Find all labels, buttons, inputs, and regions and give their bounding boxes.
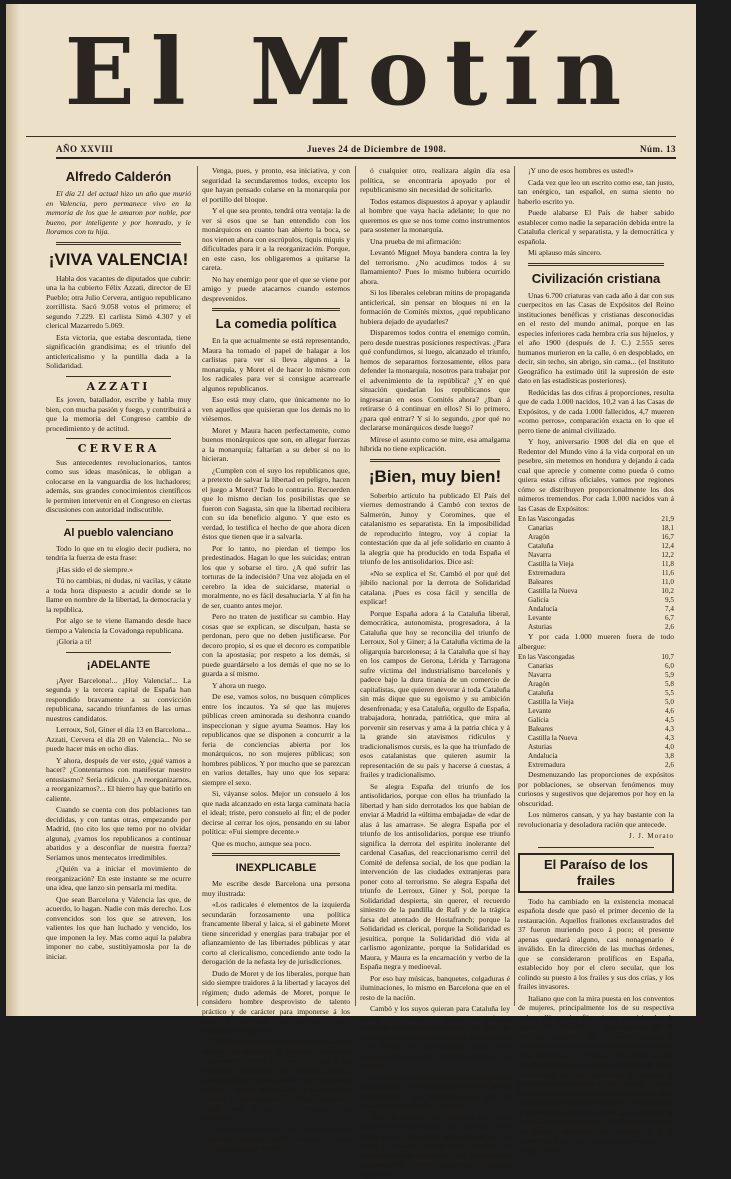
divider: [66, 652, 171, 653]
article-paragraph: Y hoy, aniversario 1908 del día en que el Redentor del Mundo vino á la vida corporal en un pesebre, sin metemos en hondura y dejando á cada cual que aprecie y comente como pueda ó como quiera estas cifras oficiales, vamos por regiones cómo se distribuyen proporcionalmente los dos números tremendos. Por cada 1.000 nacidos van á las Casas de Expósitos:: [518, 437, 674, 513]
article-paragraph: «No se explica el Sr. Cambó el por qué del júbilo nacional por la derrota de Solidaridad catalana. ¡Pues es cosa fácil y sencilla de explicar!: [360, 569, 510, 607]
article-paragraph: Sus antecedentes revolucionarios, tantos como sus ideas masónicas, le obligan a colocarse en la vanguardia de los luchadores; además, sus grandes conocimientos científicos le permiten intervenir en el Congreso en ciertas discusiones con autoridad indiscutible.: [46, 458, 191, 515]
article-paragraph: Lerroux, Sol, Giner el día 13 en Barcelona... Azzati, Cervera el día 20 en Valencia... No se puede hacer más en ocho días.: [46, 725, 191, 754]
stats-row: Navarra 12,2: [518, 551, 674, 560]
article-title-azzati: AZZATI: [46, 382, 191, 392]
article-paragraph: Cuando se cuenta con dos poblaciones tan decididas, y con tantas otras, empezando por Madrid, (no cito los que temo por no olvidar alguna), ¿vamos los republicanos a continuar abatidos y a desconfiar de nuestra fuerza? Seríamos unos mentecatos irredimibles.: [46, 805, 191, 862]
divider: [528, 263, 664, 266]
article-paragraph: Y el que sea pronto, tendrá otra ventaja: la de ver si esos que se han entendido con los monárquicos en cuanto han abierto la boca, se nos vienen ahora con escrúpulos, tiquis miquis y dificultades para ir a la reorganización. Porque, en este caso, los obligaremos a quitarse la careta.: [202, 206, 350, 273]
divider: [212, 853, 340, 856]
stats-row: Extremadura 11,6: [518, 569, 674, 578]
article-title-viva-valencia: ¡VIVA VALENCIA!: [46, 250, 191, 270]
column-rule: [197, 166, 198, 1006]
article-paragraph: Así tiene de extraño que todos los españoles batan palmas, se regocijen con el triunfo de los antisolidarios y que estrechamente el grito de ¡Viva España! al de viva Lerroux!: [360, 1073, 510, 1111]
issue-date: Jueves 24 de Diciembre de 1908.: [307, 144, 446, 154]
article-paragraph: ¿Cumplen con el suyo los republicanos que, a pretexto de salvar la libertad en peligro, hacen el juego a Moret? Todo lo contrario. Recuerden que lo mismo decían los posibilistas que se fueron con Sagasta, sin que la libertad recibiera con su ida beneficio alguno. Y que esto es verdad, lo testifica el hecho de que ahora dicen éstos que tienen que ir a salvarla.: [202, 466, 350, 542]
stats-row: Navarra 5,9: [518, 671, 674, 680]
stats-row: Levante 6,7: [518, 614, 674, 623]
article-paragraph: Disparemos todos contra el enemigo común, pero desde nuestras posiciones respectivas. ¿Para qué confundirnos, si luego, alcanzado el triunfo, hemos de separarnos forzosamente, ellos para defender la monarquía, nosotros para trabajar por el advenimiento de la república? ¿Y en qué situación quedarían los republicanos que ingresaran en esos Comités ahora? ¿Iban á retirarse ó á continuar en ellos? Si lo primero, ¿para qué entrar? Y si lo segundo, ¿por qué no declararse monárquicos desde luego?: [360, 328, 510, 433]
article-paragraph: Moret y Maura hacen perfectamente, como buenos monárquicos que son, en allegar fuerzas a la monarquía; faltarían a su deber si no lo hicieran.: [202, 426, 350, 464]
stats-table-deaths: [518, 653, 674, 770]
article-paragraph: ¡Y uno de esos hombres es usted!»: [518, 166, 674, 176]
stats-row: Aragón 5,8: [518, 680, 674, 689]
article-title-civilizacion-cristiana: Civilización cristiana: [518, 271, 674, 287]
article-paragraph: ¡Has sido el de siempre.»: [46, 565, 191, 575]
column-1: [46, 166, 191, 1006]
newspaper-page: [6, 4, 696, 1016]
column-4: [518, 166, 674, 1006]
divider: [66, 520, 171, 521]
article-paragraph: Desmenuzando las proporciones de expósitos por poblaciones, se observan fenómenos muy curiosos y sugestivos que dejaremos por hoy en la obscuridad.: [518, 770, 674, 808]
stats-row: Asturias 4,0: [518, 743, 674, 752]
issue-line: [56, 144, 676, 159]
article-paragraph: Por eso hay músicas, banquetes, colgaduras é iluminaciones, lo mismo en Barcelona que en el resto de la nación.: [360, 974, 510, 1003]
author-signature: J. J. Morato: [518, 832, 674, 842]
stats-table-exposed: [518, 515, 674, 632]
stats-row: Andalucía 3,8: [518, 752, 674, 761]
stats-row: Castilla la Vieja 11,8: [518, 560, 674, 569]
stats-row: Aragón 16,7: [518, 533, 674, 542]
article-paragraph: Dudo de Moret y de los liberales, porque han sido siempre traidores á la libertad y lacayos del régimen; dudo además de Moret, porque le considero hombre desprovisto de talento práctico y de carácter para imponerse á los suyos y emprender una valerosa acción francamente progresiva.: [202, 969, 350, 1036]
stats-row: Castilla la Nueva 10,2: [518, 587, 674, 596]
article-paragraph: Porque España adora á la Cataluña liberal, democrática, autonomista, progresadora, á la Cataluña que hoy se reconcilia del triunfo de Lerroux, Sol y Giner; á la Cataluña víctima de la oligarquía barcelonesa; á la Cataluña que sí hay en los campos de Gerona, Lérida y Tarragona sufre víctima del industrialismo barcelonés y padece bajo la dura tiranía de un comercio de capitalistas, que quieren devorar á toda Cataluña sin más dique que su egoísmo y su ambición desenfrenada; y esa Cataluña, orgullo de España, trabajadora, honrada, patriótica, que mira al porvenir sin reservas y ama á la patria chica y á la grande sin atavismos ridículos y tradicionalismos cursis, es la que ha triunfado de esos catalanistas que quieren asumir la representación de su país y hacerse á cuestas, á frailes y tradicionalismo.: [360, 609, 510, 780]
article-paragraph: Si Moret tuviera las cualidades personales de Maura, para aplicarlas en favor de una acción intensamente liberal, se llevaría de calle á los elementos progresivos de Cataluña entera, habría acabado definitivamente con el problema catalán, y tendría en Cataluña el más decidido baluarte de la defensa de la política progresiva. Tenga usted de esto la convicción más absoluta.»: [202, 1037, 350, 1123]
column-rule: [355, 166, 356, 1006]
stats-row: Extremadura 2,6: [518, 761, 674, 770]
stats-row: Castilla la Vieja 5,0: [518, 698, 674, 707]
article-paragraph: No puedo apreciar bien, por carecer de datos, si resultaría todo cual me dice mi amigo. Lo que sí afirmo, es que si Moret,: [202, 1125, 350, 1154]
article-paragraph: Por lo tanto, no pierdan el tiempo los predestinados. Hagan lo que les suicidas; entran los que y sobarse el tiro. ¿A qué sufrir las torturas de la indecisión? Una vez alojada en el cerebro la idea de suicidarse, material o moralmente, no es fácil desahuciarla. Y al fin ha de ser, cuanto antes mejor.: [202, 544, 350, 611]
divider: [370, 459, 500, 462]
issue-number: Núm. 13: [640, 144, 676, 154]
stats-row: Asturias 2,6: [518, 623, 674, 632]
stats-row: Canarias 18,1: [518, 524, 674, 533]
article-paragraph: Soberbio artículo ha publicado El País del viernes demostrando á Cambó con textos de Salmerón, Junoy y Coromines, que el catalanismo es separatista. En la imposibilidad de reproducirlo íntegro, voy á copiar la contestación que da al jefe solidario en cuanto á la alegría que ha producido en toda España el triunfo de los antisolidarios. Dice así:: [360, 491, 510, 567]
stats-row: En las Vascongadas 21,9: [518, 515, 674, 524]
article-paragraph: Pero no traten de justificar su cambio. Hay cosas que se explican, se disculpan, hasta se perdonan, pero que no deben justificarse. Por decoro propio, si es que el decoro es compatible con la apostasía; por respeto a los demás, si puede guardárselo a los demás el que no se lo guarda a sí mismo.: [202, 612, 350, 679]
stats-row: Baleares 11,0: [518, 578, 674, 587]
article-paragraph: Una prueba de mi afirmación:: [360, 237, 510, 247]
article-paragraph: «Los radicales é elementos de la izquierda secundarán forzosamente una política francamente liberal y laica, si el gabinete Moret tiene sinceridad y energías para trabajar por el afianzamiento de las libertades públicas y atar corto al clericalismo, concediendo ante todo la derogación de la nefasta ley de jurisdicciones.: [202, 900, 350, 967]
article-paragraph: Se alegra España del triunfo de los antisolidarios, porque con ellos ha triunfado la libertad y han sido derrotados los que habían de enviar á Madrid la «última embajada» de «dar de alas á las amarras». Se alegra España por el triunfo de los antisolidarios, porque ese triunfo significa la derrota del espíritu inolerante del cardenal Casañas, del reaccionarismo cerril del Comité de defensa social, de los que podían la intervención de las ciudades extranjeras para poner coto al terrorismo. Se alegra España del triunfo de Lerroux, Giner y Sol, porque la Solidaridad despierta, sin querer, el recuerdo siniestro de la pandilla de Rafí y de la trágica farsa del atentado de Hostafranch; porque la Solidaridad es clerical, porque la Solidaridad es jesuítica, porque la Solidaridad dió vida al carlismo agonizante, porque la Solidaridad es Maura, y Maura es la encarnación y verbo de la España negra y medioeval.: [360, 782, 510, 972]
article-title-pueblo-valenciano: Al pueblo valenciano: [46, 526, 191, 540]
article-title-cervera: CERVERA: [46, 444, 191, 454]
article-paragraph: Cambó y los suyos quieran para Cataluña ley contra el terrorismo, la muerte del sufragio universal, el privilegio económico en favor de los oligarcas, la cesantía perpetua, la protección á la Iglesia; los anti-solidarios quieren para Cataluña y el resto de España la libertad y la república.: [360, 1004, 510, 1071]
issue-year: AÑO XXVIII: [56, 144, 113, 154]
article-paragraph: ó cualquier otro, realizara algún día esa política, se encontraría apoyado por el republicanismo sin necesidad de solicitarlo.: [360, 166, 510, 195]
article-paragraph: Cada vez que leo un escrito como ese, tan justo, tan enérgico, tan español, en suma siento no haberlo escrito yo.: [518, 178, 674, 207]
stats-row: Galicia 4,5: [518, 716, 674, 725]
article-paragraph: Es joven, batallador, escribe y habla muy bien, con mucha pasión y fuego, y contribuirá a que la memoria del Congreso cambie de procedimiento y de actitud.: [46, 395, 191, 433]
article-paragraph: Si los liberales celebran mitins de propaganda anticlerical, sin pensar en bloques ni en la formación de Comités mixtos, ¿qué republicano hubiera dejado de ayudarles?: [360, 288, 510, 326]
article-paragraph: Todo lo que en tu elogio decir pudiera, no tendría la fuerza de esta frase:: [46, 544, 191, 563]
column-3: [360, 166, 510, 1006]
article-paragraph: Me escribe desde Barcelona una persona muy ilustrada:: [202, 879, 350, 898]
article-title-comedia-politica: La comedia política: [202, 316, 350, 332]
article-paragraph: Tú no cambias, ni dudas, ni vacilas, y cátate a toda hora dispuesto a acudir donde se le llame en nombre de la libertad, la democracia y la república.: [46, 576, 191, 614]
stats-row: Levante 4,6: [518, 707, 674, 716]
article-paragraph: Habla dos vacantes de diputados que cubrir: una la ha cubierto Félix Azzati, director de El Pueblo; otra Julio Cervera, antiguo republicano zorrillista. Sacó 9.058 votos el primero; el segundo 7.229. El carlista Simó 4.307 y el clerical Mazarredo 5.069.: [46, 274, 191, 331]
article-paragraph: Redúcidas las dos cifras á proporciones, resulta que de cada 1.000 nacidos, 10,2 van á las Casas de Expósitos, y de cada 1.000 fallecidos, 4,7 mueren «como perros», comparación exacta en lo que el perro tiene de animal civilizado.: [518, 388, 674, 436]
article-title-adelante: ¡ADELANTE: [46, 658, 191, 672]
article-paragraph: Todo ha cambiado en la existencia monacal española desde que pasó el primer decenio de la restauración. Aquellos frailones exclaustrados del 37 fueron muriendo poco á poco; el presente apenas quedará alguno, casi nonagenario é inválido. En la dirección de las muchas órdenes, que se consideraron prolíficos en España, establecido hoy por el clero secular, que los colindo su puesto á los frailes y sus dos crías, y los frailes invasores.: [518, 897, 674, 992]
article-paragraph: ¿Quién va a iniciar el movimiento de reorganización? En este instante se me ocurre una idea, que lanzo sin pensarla mi medita.: [46, 864, 191, 893]
article-paragraph: Y ahora, después de ver esto, ¿qué vamos a hacer? ¿Contentarnos con manifestar nuestro entusiasmo? Sería ridículo. ¿A reorganizarnos, a reorganizarnos?... El hierro hay que batirlo en caliente.: [46, 756, 191, 804]
article-paragraph: ¡Ayer Barcelona!... ¡Hoy Valencia!... La segunda y la tercera capital de España han respondido bravamente a su convicción republicana, sacando triunfantes de las urnas nuestros candidatos.: [46, 676, 191, 724]
article-paragraph: Eso está muy claro, que únicamente no lo ven aquellos que quisieran que los demás no lo viésemos.: [202, 395, 350, 424]
article-paragraph: Levantó Miguel Moya bandera contra la ley del terrorismo. ¿No acudimos todos á su llamamiento? Pues lo mismo hubiera ocurrido ahora.: [360, 248, 510, 286]
article-paragraph: Todos estamos dispuestos á apoyar y aplaudir al hombre que vaya hacia adelante; lo que no queremos es que se nos tome como instrumentos para sostener la monarquía.: [360, 197, 510, 235]
article-title-bien-muy-bien: ¡Bien, muy bien!: [360, 467, 510, 487]
article-paragraph: Por algo se te viene llamando desde hace tiempo a Valencia la Covadonga republicana.: [46, 616, 191, 635]
article-paragraph: Italiano que con la mira puesta en los conventos de mujeres, principalmente los de su respectiva orden; allí mandan fijar ciertos provisionales de acción. En Madrid, el nombramiento del P. Molfino, capuchino de la nueva horada, se estableció muy cerca de las capuchinas, en el que ellas intervenían y dirigían. Otros franciscanos, venidos más tarde, arraigaron el cariño de la pía colectividad, en cuya comunidad el convento de franciscanas observantes de San Pascual, y allí se hubieron tenido un gran padrino y protector en el mayordomo de la administración de los capellanes, á quienes protegió de tal modo, que un monje de los frailes glorioso palatino, D. Filomeno Cuevas, no hubiese agradecido al convento y á la comunidad a favor de su protector, para decir en el púlpito, no sin: [518, 994, 674, 1156]
divider: [538, 847, 654, 848]
article-paragraph: ¡Ah! Sr. Cambó: hay hombres que salen llenos de efectados «pour rire», pero que no se libran de ser ejecutados públicamente por la lógica y el sentido común de los pueblos que forman vilmente engañados, por mezclaremos repetutamente, móviles mezquinos é insanos egoísmos.: [360, 1113, 510, 1179]
stats-row: Castilla la Nueva 4,3: [518, 734, 674, 743]
article-paragraph: Puede alabarse El País de haber sabido establecer como nadie la separación debida entre la Cataluña clerical y separatista, y la democrática y española.: [518, 208, 674, 246]
article-title-inexplicable: INEXPLICABLE: [202, 861, 350, 875]
article-paragraph: Si, váyanse solos. Mejor un consuelo á los que nada alcanzado en esta larga caminata hacia el ideal; triste, pero consuelo al fin; el de poder decirse al cerrar los ojos, pensando en su labor política: «Fui siempre decente.»: [202, 789, 350, 837]
article-paragraph: Y ahora un ruego.: [202, 681, 350, 691]
divider: [212, 308, 340, 311]
article-paragraph: ¡Gloria a ti!: [46, 637, 191, 647]
stats-row: Baleares 4,3: [518, 725, 674, 734]
page-binding-shadow: [6, 4, 20, 1016]
article-title-paraiso-frailes: El Paraíso de los frailes: [518, 853, 674, 893]
article-paragraph: No hay enemigo peor que el que se viene por amigo y puede atacarnos cuando estemos desprevenidos.: [202, 275, 350, 304]
stats-row: Canarias 6,0: [518, 662, 674, 671]
article-paragraph: Esta victoria, que estaba descontada, tiene significación grandísima; es el triunfo del anticlericalismo y la puntilla dada a la Solidaridad.: [46, 333, 191, 371]
article-paragraph: Mírese el asunto como se mire, esa amalgama híbrida no tiene explicación.: [360, 435, 510, 454]
article-title-calderon: Alfredo Calderón: [46, 169, 191, 185]
masthead: [26, 16, 676, 137]
stats-row: Cataluña 5,5: [518, 689, 674, 698]
article-paragraph: Unas 6.700 criaturas van cada año á dar con sus cuerpecitos en las Casas de Expósitos del Reino instituciones benéficas y cristianas desconocidas en el resto del mundo animal, porque en las especies inferiores cada hembra cría sus hijuelos, y el año 1900 (después de J. C.) 2.555 seres humanos murieron en la calle, ó en despoblado, en decir, sin techo, sin abrigo, sin cama... (el Instituto Geográfico ha estimado útil la supresión de este dato en las estadísticas posteriores).: [518, 291, 674, 386]
article-paragraph: Mi aplauso más sincero.: [518, 248, 674, 258]
divider: [66, 438, 171, 439]
stats-row: En las Vascongadas 10,7: [518, 653, 674, 662]
column-rule: [514, 166, 515, 1006]
divider: [66, 376, 171, 377]
article-paragraph: En la que actualmente se está representando, Maura ha tomado el papel de halagar a los carlistas para ver si lleva algunos a la monarquía, y Moret el de hacer lo mismo con los radicales para ver si consigue acarrearle algunos republicanos.: [202, 336, 350, 393]
article-paragraph: Y por cada 1.000 mueren fuera de todo albergue:: [518, 632, 674, 651]
column-2: [202, 166, 350, 1006]
divider: [56, 242, 181, 245]
article-body: El día 21 del actual hizo un año que murió en Valencia, pero permanece vivo en la memoria de los que le amaron por noble, por bueno, por inteligente y por honrado, y le lloramos con tu hija.: [46, 189, 191, 237]
article-paragraph: Venga, pues, y pronto, esa iniciativa, y con seguridad la secundaremos todos, excepto los que hayan pensado colarse en la monarquía por el portillo del bloque.: [202, 166, 350, 204]
masthead-title: El Motín: [26, 16, 676, 128]
article-paragraph: Que es mucho, aunque sea poco.: [202, 839, 350, 849]
article-paragraph: Que sean Barcelona y Valencia las que, de acuerdo, lo hagan. Nadie con más derecho. Los convencidos son los que se atreven, los valientes los que han luchado y vencido, los que imponen la ley. Mas como aquí la palabra imponer no cabe, sustitúyamosla por la de iniciar.: [46, 895, 191, 962]
stats-row: Galicia 9,5: [518, 596, 674, 605]
stats-row: Andalucía 7,4: [518, 605, 674, 614]
stats-row: Cataluña 12,4: [518, 542, 674, 551]
article-paragraph: Los números cansan, y ya hay bastante con la revolucionaria y desoladora ración que antecede.: [518, 810, 674, 829]
article-paragraph: De ese, vamos solos, no busquen cómplices entre los incautos. Ya sé que las mujeres públicas creen aminorada su deshonra cuando inspeccionan y sígue ayuma Seamos. Hay los republicanos que se disponen a concurrir a la feria de conciencias abierta por los monárquicos, no son mujeres públicas; son hombres públicos. Y por mucho que se parezcan en varios detalles, hay uno que los separa: siempre el sexo.: [202, 692, 350, 787]
